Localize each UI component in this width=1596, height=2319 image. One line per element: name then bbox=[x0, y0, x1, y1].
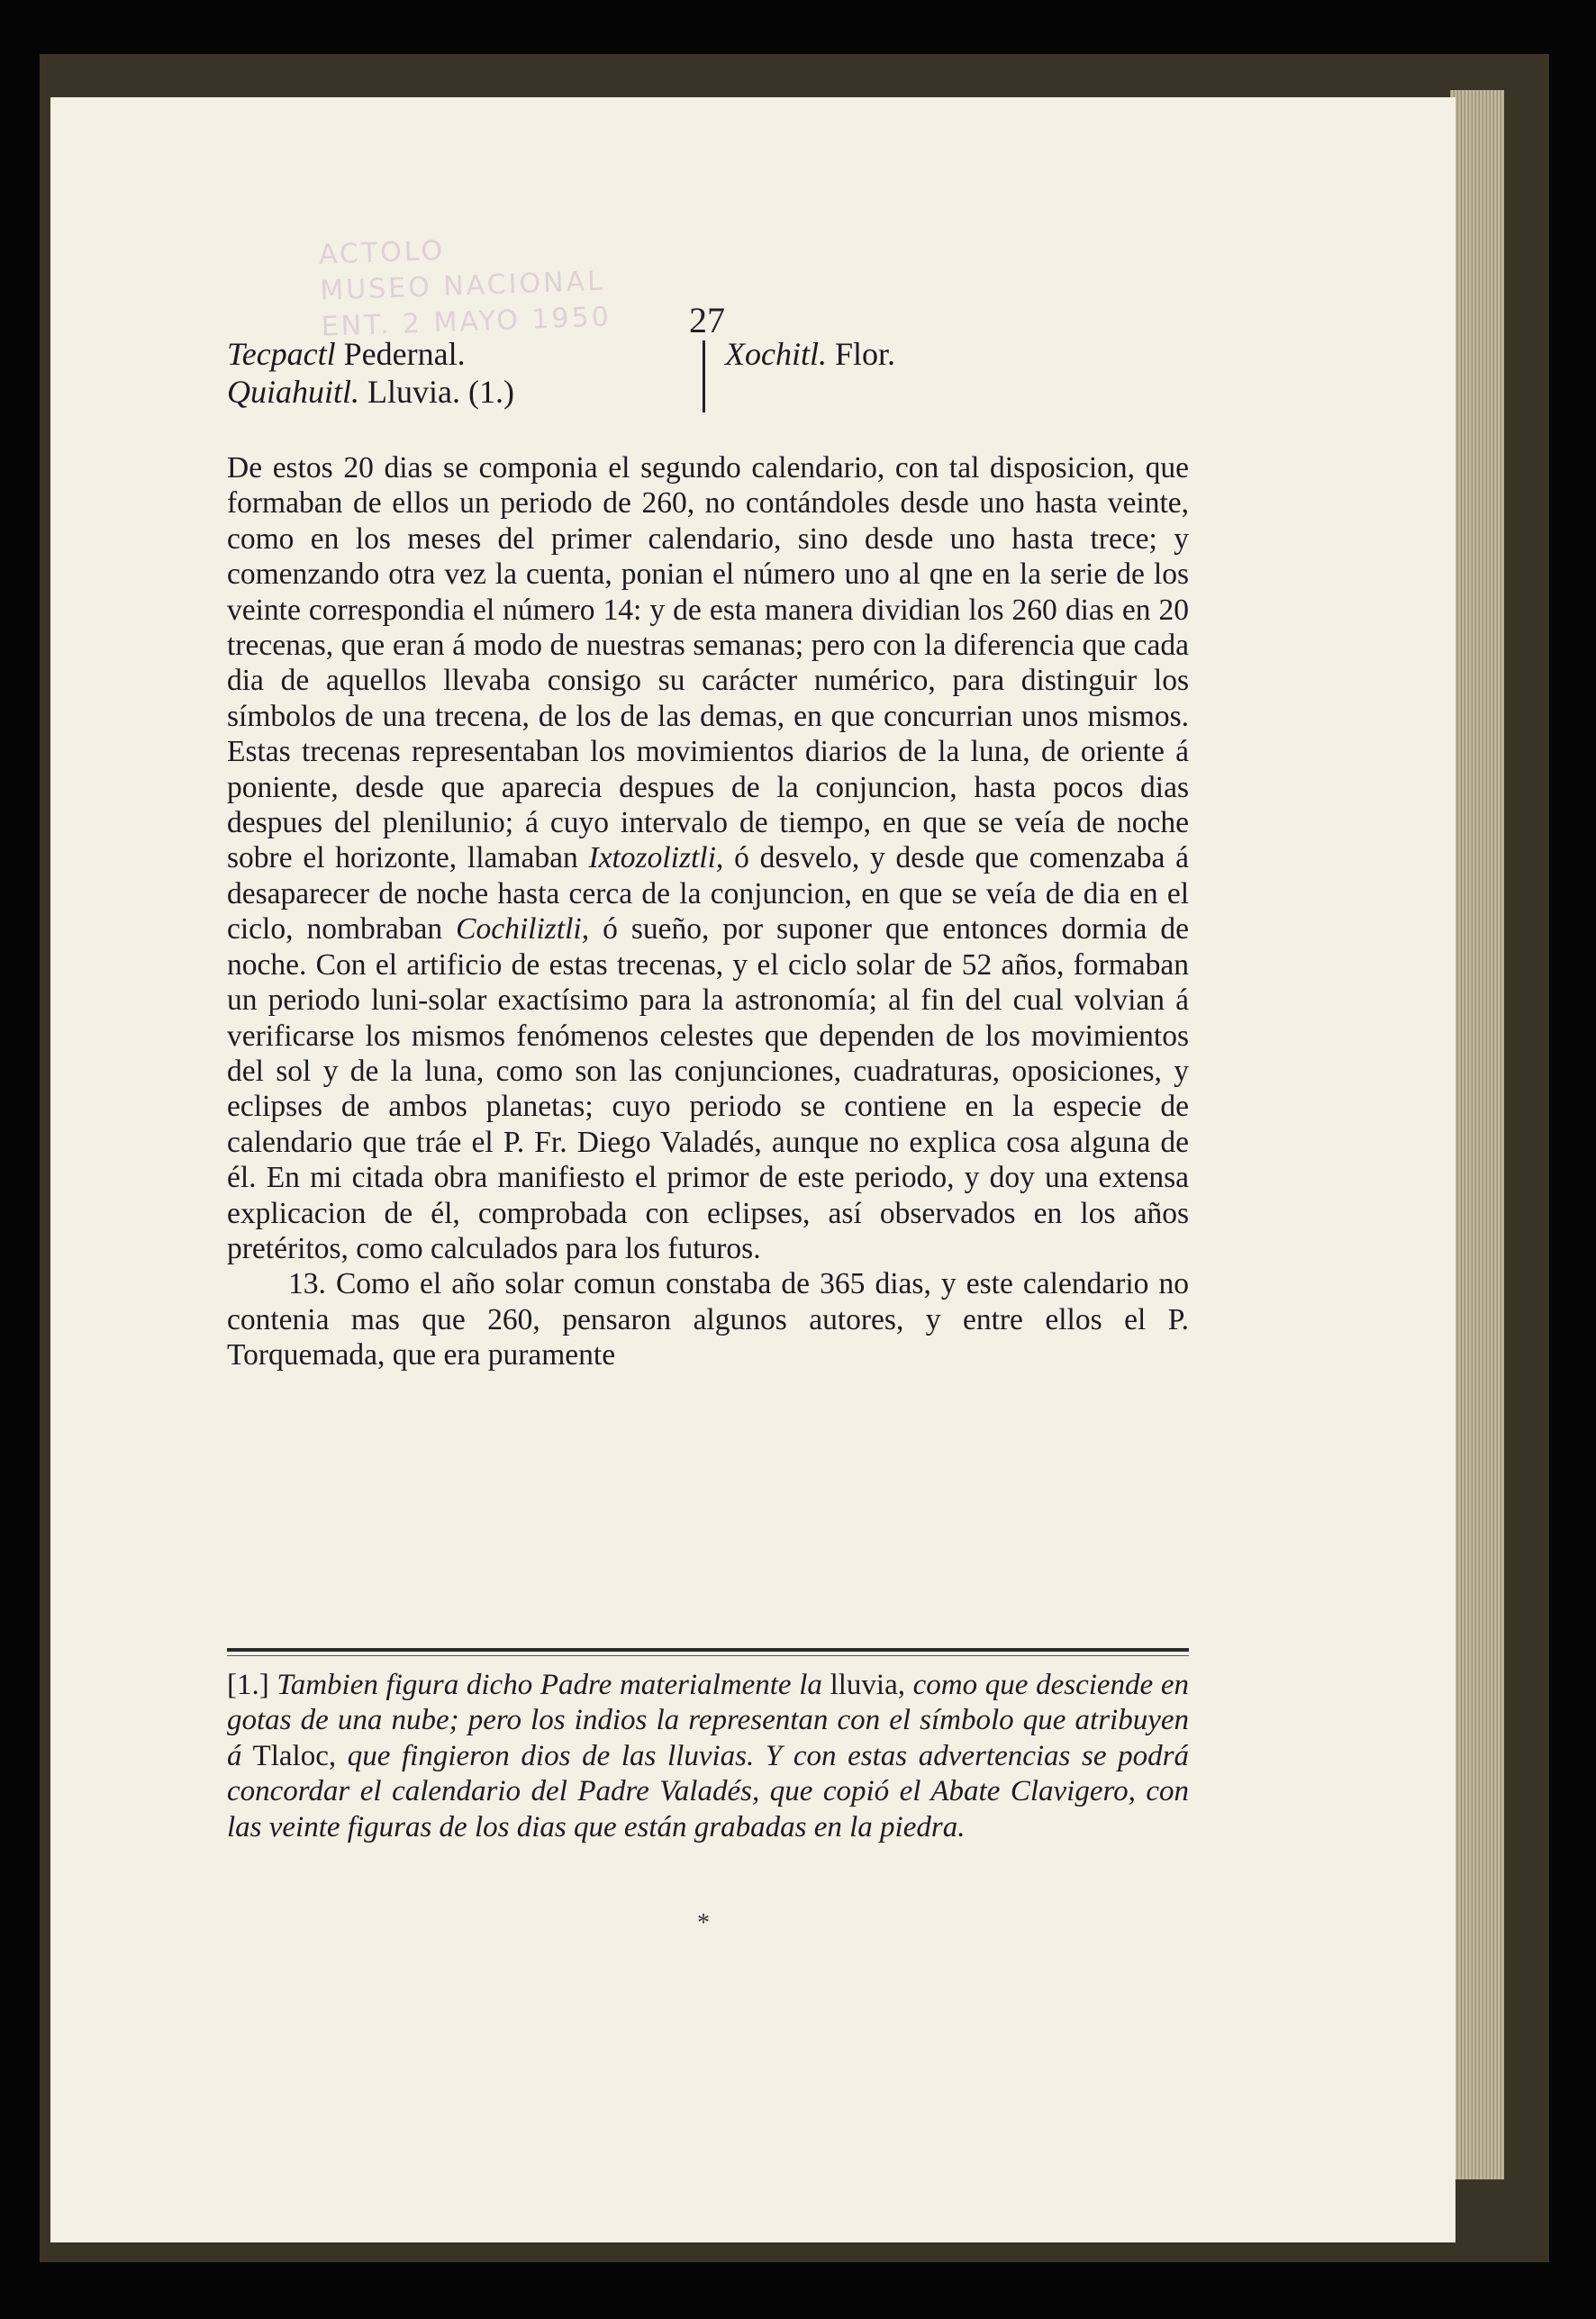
page-edges bbox=[1450, 90, 1504, 2179]
footnote-rule bbox=[227, 1648, 1189, 1652]
day-name: Quiahuitl. bbox=[227, 374, 360, 410]
signature-mark: * bbox=[697, 1909, 710, 1937]
stamp-line: ENT. 2 MAYO 1950 bbox=[321, 301, 612, 343]
page-number: 27 bbox=[689, 300, 725, 340]
header-divider bbox=[703, 340, 705, 412]
paragraph-text: ó desvelo, y desde que comenzaba á desaparecer de noche hasta cerca de la conjuncion, en que se veía de dia en el ciclo, nombraban bbox=[227, 841, 1190, 947]
day-meaning: Lluvia. (1.) bbox=[367, 374, 514, 410]
footnote-text: Tambien figura dicho Padre materialmente la bbox=[277, 1669, 822, 1701]
paragraph-2: 13. Como el año solar comun constaba de 365 dias, y este calendario no contenia mas que 260, pensaron algunos autores, y entre ellos el P. Torquemada, que era puramente bbox=[227, 1267, 1189, 1372]
footnote-rule-thin bbox=[227, 1655, 1189, 1656]
header-entry bbox=[725, 335, 1085, 373]
footnote-mark: [1.] bbox=[227, 1669, 269, 1701]
footnote-text: como que desciende en gotas de una nube; pero los indios la representan con el símbolo que atribuyen á bbox=[227, 1669, 1190, 1772]
day-meaning: Flor. bbox=[834, 336, 896, 372]
stamp-line: ACTOLO bbox=[318, 234, 446, 271]
paragraph-1 bbox=[227, 450, 1189, 1266]
footnote-roman: Tlaloc, bbox=[252, 1739, 337, 1772]
day-name: Xochitl. bbox=[725, 336, 827, 372]
day-meaning: Pedernal. bbox=[343, 336, 466, 372]
footnote-text: que fingieron dios de las lluvias. Y con estas advertencias se podrá concordar el calendario del Padre Valadés, que copió el Abate Clavigero, con las veinte figuras de los dias que están grabadas en la piedra. bbox=[227, 1739, 1189, 1843]
header-left-column bbox=[227, 335, 695, 411]
italic-term: Ixtozoliztli, bbox=[588, 841, 724, 875]
body-text bbox=[227, 450, 1189, 1373]
header-entry bbox=[227, 373, 695, 411]
header-entry bbox=[227, 335, 695, 373]
footnote-roman: lluvia, bbox=[830, 1669, 905, 1701]
paragraph-text: De estos 20 dias se componia el segundo calendario, con tal disposicion, que formaban de ellos un periodo de 260, no contándoles desde uno hasta veinte, como en los meses del primer calendario, sino desde uno hasta trece; y comenzando otra vez la cuenta, ponian el número uno al qne en la serie de los veinte correspondia el número 14: y de esta manera dividian los 260 dias en 20 trecenas, que eran á modo de nuestras semanas; pero con la diferencia que cada dia de aquellos llevaba consigo su carácter numérico, para distinguir los símbolos de una trecena, de los de las demas, en que concurrian unos mismos. Estas trecenas representaban los movimientos diarios de la luna, de oriente á poniente, desde que aparecia despues de la conjuncion, hasta pocos dias despues del plenilunio; á cuyo intervalo de tiempo, en que se veía de noche sobre el horizonte, llamaban bbox=[227, 451, 1189, 875]
paragraph-text: ó sueño, por suponer que entonces dormia de noche. Con el artificio de estas trecenas, y el ciclo solar de 52 años, formaban un periodo luni-solar exactísimo para la astronomía; al fin del cual volvian á verificarse los mismos fenómenos celestes que dependen de los movimientos del sol y de la luna, como son las conjunciones, cuadraturas, oposiciones, y eclipses de ambos planetas; cuyo periodo se contiene en la especie de calendario que tráe el P. Fr. Diego Valadés, aunque no explica cosa alguna de él. En mi citada obra manifiesto el primor de este periodo, y doy una extensa explicacion de él, comprobada con eclipses, así observados en los años pretéritos, como calculados para los futuros. bbox=[227, 912, 1190, 1265]
day-name: Tecpactl bbox=[227, 336, 336, 372]
italic-term: Cochiliztli, bbox=[456, 912, 590, 947]
stamp-line: MUSEO NACIONAL bbox=[319, 265, 606, 307]
footnote bbox=[227, 1668, 1189, 1845]
header-right-column bbox=[725, 335, 1085, 373]
